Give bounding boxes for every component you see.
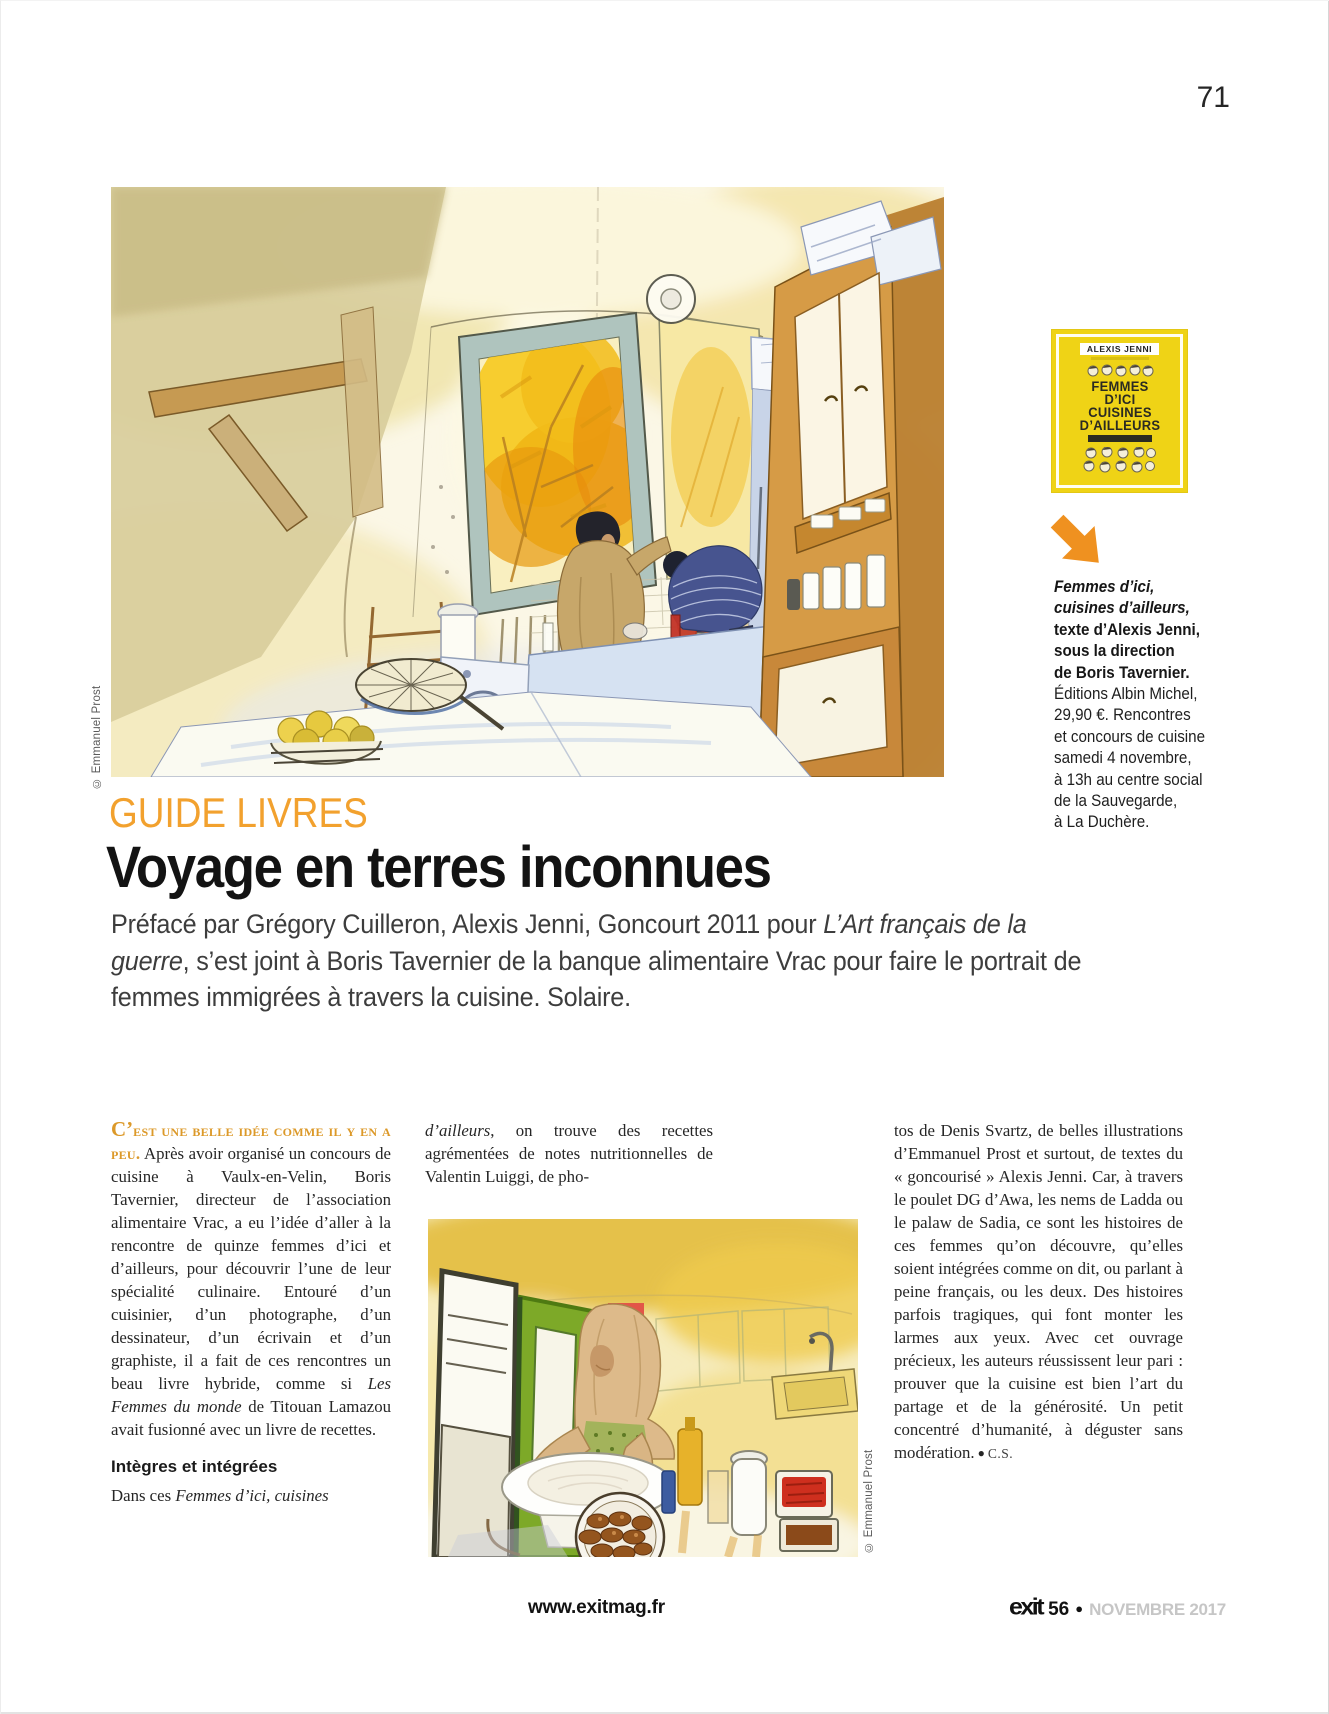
leadin-smallcaps: est une belle idée comme il y en a peu. bbox=[111, 1121, 391, 1163]
footer-issue-block bbox=[1009, 1593, 1226, 1622]
book-cover-black-band bbox=[1088, 435, 1152, 442]
book-title-line: cuisines d’ailleurs, bbox=[1054, 599, 1190, 618]
book-title-line: Femmes d’ici, bbox=[1054, 578, 1155, 596]
article-end-dot: ● bbox=[977, 1446, 985, 1460]
paragraph bbox=[111, 1484, 391, 1507]
standfirst-text: Préfacé par Grégory Cuilleron, Alexis Jenni, Goncourt 2011 pour bbox=[111, 909, 824, 939]
magazine-logo: exit bbox=[1009, 1594, 1043, 1620]
paragraph bbox=[425, 1119, 713, 1188]
book-info-block bbox=[1054, 577, 1238, 834]
paragraph bbox=[894, 1119, 1183, 1466]
arrow-down-right-icon bbox=[1047, 511, 1111, 575]
book-info-line: Éditions Albin Michel, bbox=[1054, 685, 1198, 704]
book-cover-author: ALEXIS JENNI bbox=[1080, 343, 1159, 355]
book-cover-inner bbox=[1056, 334, 1183, 488]
article-standfirst bbox=[111, 906, 1105, 1016]
page-number: 71 bbox=[1196, 81, 1230, 114]
face-doodles-icon bbox=[1081, 447, 1159, 473]
author-initials: C.S. bbox=[987, 1446, 1014, 1461]
leadin-initial: C’ bbox=[111, 1117, 134, 1141]
footer-dot: ● bbox=[1075, 1601, 1084, 1616]
body-italic: Les Femmes du monde bbox=[111, 1374, 391, 1416]
footer-website: www.exitmag.fr bbox=[528, 1597, 665, 1618]
article-column-2 bbox=[425, 1119, 713, 1188]
body-text: Dans ces bbox=[111, 1486, 176, 1505]
book-cover-faces-row-top bbox=[1085, 363, 1155, 378]
book-cover-subline bbox=[1091, 357, 1149, 360]
book-cover-faces-row-bottom bbox=[1081, 447, 1159, 473]
article-column-3 bbox=[894, 1119, 1183, 1466]
photo-credit-main: © Emmanuel Prost bbox=[91, 685, 103, 789]
book-info-line: à La Duchère. bbox=[1054, 813, 1150, 832]
book-info-line: et concours de cuisine bbox=[1054, 727, 1206, 746]
cook-watercolor-illustration bbox=[428, 1219, 858, 1557]
body-italic: d’ailleurs bbox=[425, 1121, 491, 1140]
body-text: tos de Denis Svartz, de belles illustrations d’Emmanuel Prost et surtout, de textes du « goncourisé » Alexis Jenni. Car, à travers le poulet DG d’Awa, les nems de Ladda ou le palaw de Sadia, ce sont les histoires de ces femmes qu’on découvre, qu’elles soient intégrées comme on dit, ou parlant à peine français, ou les deux. Des histoires parfois tragiques, qui font monter les larmes aux yeux. Avec cet ouvrage précieux, les auteurs réussissent leur pari : prouver que la cuisine est bien l’art du partage et de la générosité. Un petit concentré d’humanité, à déguster sans modération. bbox=[894, 1121, 1183, 1462]
paragraph bbox=[111, 1119, 391, 1441]
face-doodles-icon bbox=[1085, 363, 1155, 378]
book-info-line: 29,90 €. Rencontres bbox=[1054, 706, 1191, 725]
book-info-line: samedi 4 novembre, bbox=[1054, 749, 1192, 768]
section-kicker: GUIDE LIVRES bbox=[109, 789, 368, 836]
standfirst-italic: L’Art français de la guerre bbox=[111, 909, 1027, 976]
body-text: Après avoir organisé un concours de cuisine à Vaulx-en-Velin, Boris Tavernier, directeur de l’association alimentaire Vrac, a eu l’idée d’aller à la rencontre de quinze femmes d’ici et d’ailleurs, pour découvrir l’une de leur spécialité culinaire. Entouré d’un cuisinier, d’un photographe, d’un dessinateur, d’un écrivain et d’un graphiste, il a fait de ces rencontres un beau livre hybride, comme si bbox=[111, 1144, 391, 1393]
book-info-line: de la Sauvegarde, bbox=[1054, 792, 1178, 811]
photo-credit-second: © Emmanuel Prost bbox=[863, 1449, 875, 1553]
book-credit-line: texte d’Alexis Jenni, bbox=[1054, 620, 1200, 639]
issue-number: 56 bbox=[1048, 1599, 1070, 1620]
book-cover-title: FEMMES D’ICI CUISINES D’AILLEURS bbox=[1079, 379, 1160, 433]
body-text: , on trouve des recettes agrémentées de notes nutritionnelles de Valentin Luiggi, de pho- bbox=[425, 1121, 713, 1186]
body-text: de Titouan Lamazou avait fusionné avec un livre de recettes. bbox=[111, 1397, 391, 1439]
standfirst-text: , s’est joint à Boris Tavernier de la banque alimentaire Vrac pour faire le portrait de femmes immigrées à travers la cuisine. Solaire. bbox=[111, 945, 1082, 1012]
book-credit-line: de Boris Tavernier. bbox=[1054, 663, 1190, 682]
article-subhead: Intègres et intégrées bbox=[111, 1457, 278, 1476]
article-column-1 bbox=[111, 1119, 391, 1507]
book-info-line: à 13h au centre social bbox=[1054, 770, 1203, 789]
body-italic: Femmes d’ici, cuisines bbox=[175, 1486, 329, 1505]
book-credit-line: sous la direction bbox=[1054, 642, 1175, 661]
issue-date: NOVEMBRE 2017 bbox=[1089, 1600, 1226, 1619]
kitchen-watercolor-illustration bbox=[111, 187, 944, 777]
book-cover-thumbnail bbox=[1051, 329, 1188, 493]
article-headline: Voyage en terres inconnues bbox=[106, 835, 771, 900]
